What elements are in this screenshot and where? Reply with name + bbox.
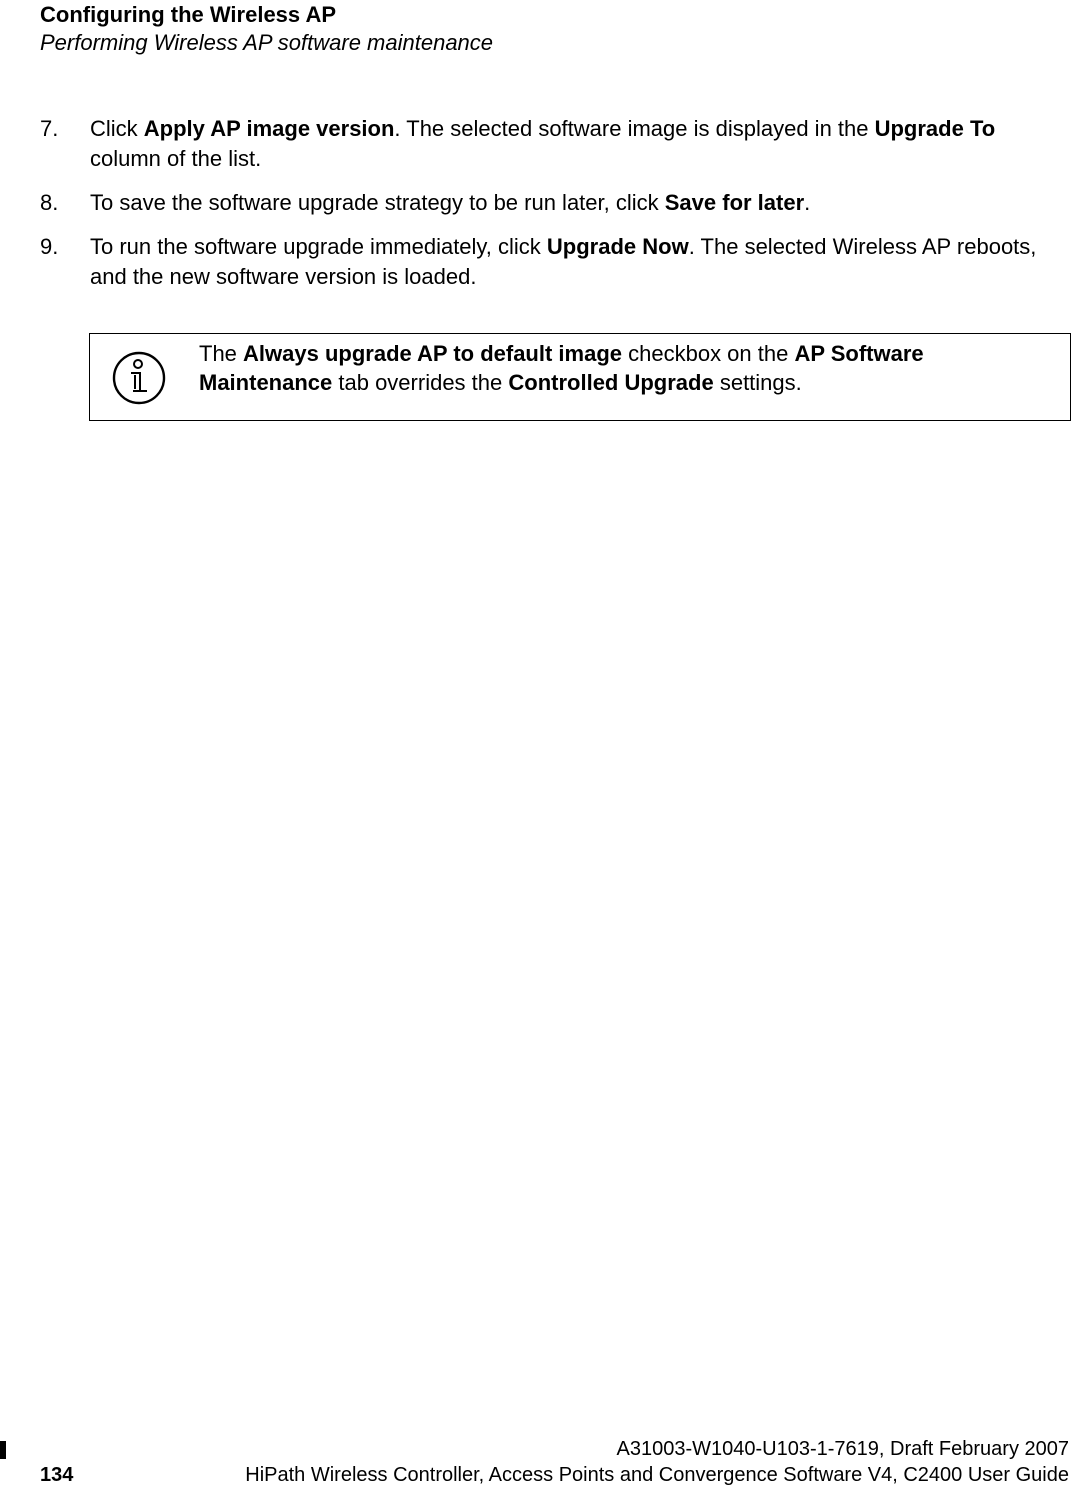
step-7 <box>40 114 1070 174</box>
footer-guide-title: HiPath Wireless Controller, Access Points and Convergence Software V4, C2400 User Guide <box>245 1464 1069 1486</box>
step-number: 8. <box>40 190 59 215</box>
procedure-steps <box>40 114 1070 306</box>
step-9 <box>40 232 1070 292</box>
footer-doc-id: A31003-W1040-U103-1-7619, Draft February 2007 <box>616 1438 1069 1460</box>
info-icon <box>112 351 166 405</box>
chapter-title: Configuring the Wireless AP <box>40 2 337 27</box>
note-text-part: settings. <box>713 370 802 395</box>
ui-term-ap-software-maintenance: AP Software Maintenance <box>199 341 924 395</box>
page-number: 134 <box>40 1464 74 1486</box>
ui-term-upgrade-to: Upgrade To <box>874 116 996 141</box>
note-text-part: tab overrides the <box>332 370 509 395</box>
ui-term-apply-ap-image-version: Apply AP image version <box>143 116 395 141</box>
step-text: To save the software upgrade strategy to be run later, click <box>90 190 665 215</box>
note-box <box>89 333 1071 421</box>
step-number: 7. <box>40 116 59 141</box>
ui-term-upgrade-now: Upgrade Now <box>546 234 689 259</box>
note-text-part: The <box>199 341 244 366</box>
note-text-part: checkbox on the <box>622 341 795 366</box>
ui-term-always-upgrade: Always upgrade AP to default image <box>243 341 623 366</box>
change-bar <box>0 1441 6 1459</box>
ui-term-save-for-later: Save for later <box>664 190 805 215</box>
step-text: . <box>804 190 811 215</box>
ui-term-controlled-upgrade: Controlled Upgrade <box>508 370 714 395</box>
note-text <box>199 339 1059 397</box>
step-8 <box>40 188 1070 218</box>
step-number: 9. <box>40 234 59 259</box>
step-text: Click <box>90 116 144 141</box>
page-header <box>40 2 493 58</box>
step-text: . The selected Wireless AP reboots, and the new software version is loaded. <box>90 234 1037 289</box>
step-text: To run the software upgrade immediately, click <box>90 234 547 259</box>
step-text: column of the list. <box>90 146 262 171</box>
step-text: . The selected software image is displayed in the <box>394 116 875 141</box>
section-title: Performing Wireless AP software maintenance <box>40 30 494 55</box>
